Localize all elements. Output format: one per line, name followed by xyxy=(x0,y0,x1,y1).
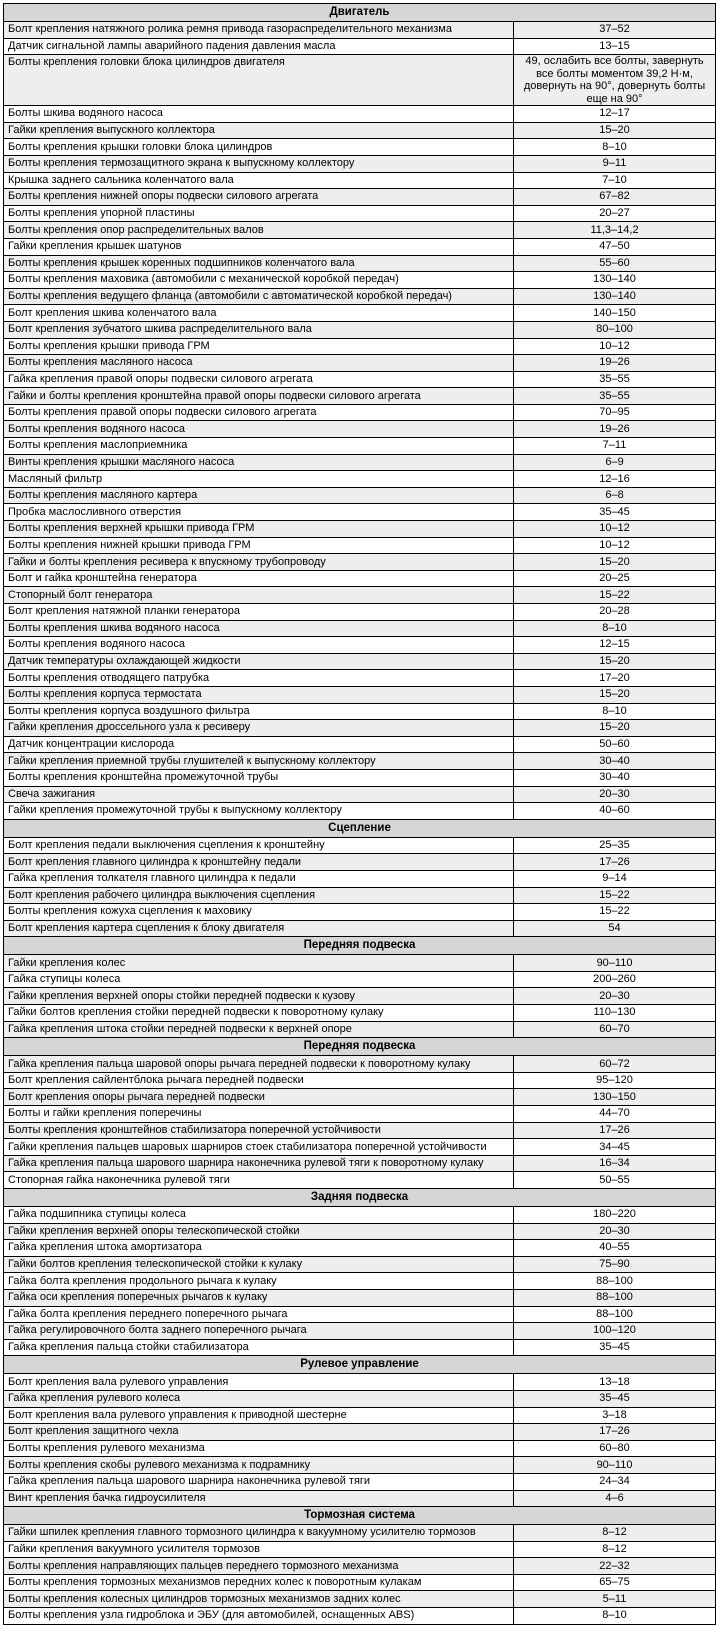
torque-value: 60–70 xyxy=(514,1021,716,1038)
table-row xyxy=(4,1558,716,1575)
torque-value: 60–72 xyxy=(514,1056,716,1073)
section-header-row xyxy=(4,4,716,22)
torque-value: 50–60 xyxy=(514,736,716,753)
fastener-name: Болты крепления корпуса воздушного фильтра xyxy=(4,703,514,720)
fastener-name: Болты крепления термозащитного экрана к выпускному коллектору xyxy=(4,155,514,172)
table-row xyxy=(4,1608,716,1625)
table-row xyxy=(4,504,716,521)
fastener-name: Гайки и болты крепления кронштейна правой опоры подвески силового агрегата xyxy=(4,388,514,405)
torque-value: 140–150 xyxy=(514,305,716,322)
table-row xyxy=(4,421,716,438)
torque-value: 12–17 xyxy=(514,106,716,123)
table-row xyxy=(4,1139,716,1156)
table-row xyxy=(4,1005,716,1022)
table-row xyxy=(4,404,716,421)
table-row xyxy=(4,1072,716,1089)
fastener-name: Свеча зажигания xyxy=(4,786,514,803)
torque-value: 30–40 xyxy=(514,753,716,770)
table-row xyxy=(4,1223,716,1240)
torque-value: 80–100 xyxy=(514,321,716,338)
table-row xyxy=(4,786,716,803)
torque-value: 95–120 xyxy=(514,1072,716,1089)
torque-value: 17–26 xyxy=(514,854,716,871)
table-row xyxy=(4,1541,716,1558)
torque-value: 6–8 xyxy=(514,487,716,504)
fastener-name: Датчик концентрации кислорода xyxy=(4,736,514,753)
fastener-name: Болт крепления рабочего цилиндра выключения сцепления xyxy=(4,887,514,904)
torque-value: 8–12 xyxy=(514,1541,716,1558)
fastener-name: Гайка крепления пальца шарового шарнира наконечника рулевой тяги к поворотному кулаку xyxy=(4,1155,514,1172)
torque-value: 130–150 xyxy=(514,1089,716,1106)
table-body xyxy=(4,4,716,1625)
fastener-name: Гайка регулировочного болта заднего поперечного рычага xyxy=(4,1323,514,1340)
table-row xyxy=(4,769,716,786)
fastener-name: Гайка крепления пальца шарового шарнира наконечника рулевой тяги xyxy=(4,1473,514,1490)
torque-value: 7–10 xyxy=(514,172,716,189)
torque-value: 88–100 xyxy=(514,1306,716,1323)
fastener-name: Масляный фильтр xyxy=(4,471,514,488)
fastener-name: Болт крепления сайлентблока рычага передней подвески xyxy=(4,1072,514,1089)
torque-value: 13–18 xyxy=(514,1374,716,1391)
fastener-name: Гайка крепления правой опоры подвески силового агрегата xyxy=(4,371,514,388)
fastener-name: Датчик температуры охлаждающей жидкости xyxy=(4,653,514,670)
fastener-name: Гайка болта крепления переднего поперечного рычага xyxy=(4,1306,514,1323)
fastener-name: Болты крепления маслоприемника xyxy=(4,438,514,455)
table-row xyxy=(4,139,716,156)
fastener-name: Болты крепления кожуха сцепления к маховику xyxy=(4,904,514,921)
torque-value: 12–15 xyxy=(514,637,716,654)
fastener-name: Гайка болта крепления продольного рычага к кулаку xyxy=(4,1273,514,1290)
fastener-name: Гайки болтов крепления стойки передней подвески к поворотному кулаку xyxy=(4,1005,514,1022)
table-row xyxy=(4,371,716,388)
table-row xyxy=(4,1339,716,1356)
torque-value: 17–20 xyxy=(514,670,716,687)
torque-value: 180–220 xyxy=(514,1207,716,1224)
table-row xyxy=(4,637,716,654)
fastener-name: Гайка крепления штока амортизатора xyxy=(4,1240,514,1257)
table-row xyxy=(4,1106,716,1123)
table-row xyxy=(4,955,716,972)
fastener-name: Гайки крепления вакуумного усилителя тормозов xyxy=(4,1541,514,1558)
torque-value: 11,3–14,2 xyxy=(514,222,716,239)
torque-value: 10–12 xyxy=(514,537,716,554)
fastener-name: Гайки крепления пальцев шаровых шарниров стоек стабилизатора поперечной устойчивости xyxy=(4,1139,514,1156)
table-row xyxy=(4,1424,716,1441)
torque-value: 37–52 xyxy=(514,22,716,39)
table-row xyxy=(4,686,716,703)
torque-value: 24–34 xyxy=(514,1473,716,1490)
table-row xyxy=(4,837,716,854)
table-row xyxy=(4,172,716,189)
torque-value: 40–55 xyxy=(514,1240,716,1257)
table-row xyxy=(4,1306,716,1323)
torque-value: 8–10 xyxy=(514,620,716,637)
fastener-name: Болты крепления головки блока цилиндров двигателя xyxy=(4,55,514,106)
table-row xyxy=(4,653,716,670)
table-row xyxy=(4,587,716,604)
torque-value: 55–60 xyxy=(514,255,716,272)
table-row xyxy=(4,1473,716,1490)
fastener-name: Гайки крепления верхней опоры телескопической стойки xyxy=(4,1223,514,1240)
torque-value: 9–14 xyxy=(514,870,716,887)
torque-value: 65–75 xyxy=(514,1574,716,1591)
fastener-name: Гайки крепления приемной трубы глушителей к выпускному коллектору xyxy=(4,753,514,770)
torque-value: 15–20 xyxy=(514,554,716,571)
fastener-name: Болты крепления масляного насоса xyxy=(4,355,514,372)
fastener-name: Болты крепления колесных цилиндров тормозных механизмов задних колес xyxy=(4,1591,514,1608)
fastener-name: Гайка крепления толкателя главного цилиндра к педали xyxy=(4,870,514,887)
table-row xyxy=(4,537,716,554)
torque-value: 90–110 xyxy=(514,955,716,972)
torque-value: 25–35 xyxy=(514,837,716,854)
fastener-name: Болты крепления корпуса термостата xyxy=(4,686,514,703)
fastener-name: Болт крепления картера сцепления к блоку двигателя xyxy=(4,920,514,937)
table-row xyxy=(4,887,716,904)
torque-value: 20–30 xyxy=(514,988,716,1005)
torque-value: 30–40 xyxy=(514,769,716,786)
fastener-name: Болты крепления нижней опоры подвески силового агрегата xyxy=(4,189,514,206)
torque-value: 44–70 xyxy=(514,1106,716,1123)
torque-value: 110–130 xyxy=(514,1005,716,1022)
table-row xyxy=(4,554,716,571)
section-header-row xyxy=(4,1507,716,1525)
fastener-name: Гайка крепления рулевого колеса xyxy=(4,1390,514,1407)
torque-value: 90–110 xyxy=(514,1457,716,1474)
fastener-name: Гайка подшипника ступицы колеса xyxy=(4,1207,514,1224)
torque-value: 20–28 xyxy=(514,604,716,621)
fastener-name: Болты крепления скобы рулевого механизма к подрамнику xyxy=(4,1457,514,1474)
fastener-name: Гайка крепления пальца стойки стабилизатора xyxy=(4,1339,514,1356)
fastener-name: Болты крепления нижней крышки привода ГРМ xyxy=(4,537,514,554)
table-row xyxy=(4,971,716,988)
torque-value: 130–140 xyxy=(514,288,716,305)
fastener-name: Болты крепления упорной пластины xyxy=(4,205,514,222)
torque-value: 8–10 xyxy=(514,139,716,156)
fastener-name: Болты крепления кронштейнов стабилизатора поперечной устойчивости xyxy=(4,1122,514,1139)
fastener-name: Болты крепления отводящего патрубка xyxy=(4,670,514,687)
fastener-name: Датчик сигнальной лампы аварийного падения давления масла xyxy=(4,38,514,55)
torque-value: 15–20 xyxy=(514,122,716,139)
table-row xyxy=(4,1122,716,1139)
torque-value: 17–26 xyxy=(514,1424,716,1441)
torque-value: 88–100 xyxy=(514,1273,716,1290)
fastener-name: Стопорная гайка наконечника рулевой тяги xyxy=(4,1172,514,1189)
torque-value: 22–32 xyxy=(514,1558,716,1575)
torque-value: 15–22 xyxy=(514,904,716,921)
torque-value: 35–45 xyxy=(514,1339,716,1356)
fastener-name: Болты и гайки крепления поперечины xyxy=(4,1106,514,1123)
torque-value: 67–82 xyxy=(514,189,716,206)
table-row xyxy=(4,205,716,222)
fastener-name: Стопорный болт генератора xyxy=(4,587,514,604)
torque-value: 20–30 xyxy=(514,1223,716,1240)
section-title: Двигатель xyxy=(4,4,716,22)
fastener-name: Гайка крепления штока стойки передней подвески к верхней опоре xyxy=(4,1021,514,1038)
section-title: Тормозная система xyxy=(4,1507,716,1525)
fastener-name: Болты шкива водяного насоса xyxy=(4,106,514,123)
fastener-name: Винт крепления бачка гидроусилителя xyxy=(4,1490,514,1507)
table-row xyxy=(4,988,716,1005)
table-row xyxy=(4,1525,716,1542)
torque-value: 54 xyxy=(514,920,716,937)
fastener-name: Гайки крепления дроссельного узла к ресиверу xyxy=(4,720,514,737)
table-row xyxy=(4,1207,716,1224)
fastener-name: Болты крепления опор распределительных валов xyxy=(4,222,514,239)
fastener-name: Болты крепления крышки привода ГРМ xyxy=(4,338,514,355)
table-row xyxy=(4,1374,716,1391)
table-row xyxy=(4,321,716,338)
torque-value: 8–10 xyxy=(514,1608,716,1625)
table-row xyxy=(4,620,716,637)
fastener-name: Болт крепления шкива коленчатого вала xyxy=(4,305,514,322)
fastener-name: Болт крепления защитного чехла xyxy=(4,1424,514,1441)
table-row xyxy=(4,1440,716,1457)
fastener-name: Болты крепления правой опоры подвески силового агрегата xyxy=(4,404,514,421)
section-header-row xyxy=(4,937,716,955)
torque-specification-table xyxy=(3,3,716,1625)
fastener-name: Болты крепления крышек коренных подшипников коленчатого вала xyxy=(4,255,514,272)
fastener-name: Болты крепления тормозных механизмов передних колес к поворотным кулакам xyxy=(4,1574,514,1591)
fastener-name: Болты крепления шкива водяного насоса xyxy=(4,620,514,637)
table-row xyxy=(4,1574,716,1591)
section-header-row xyxy=(4,1038,716,1056)
torque-value: 15–20 xyxy=(514,720,716,737)
fastener-name: Болт крепления главного цилиндра к кронштейну педали xyxy=(4,854,514,871)
table-row xyxy=(4,122,716,139)
section-title: Рулевое управление xyxy=(4,1356,716,1374)
fastener-name: Гайки болтов крепления телескопической стойки к кулаку xyxy=(4,1256,514,1273)
torque-value: 60–80 xyxy=(514,1440,716,1457)
fastener-name: Болт крепления педали выключения сцепления к кронштейну xyxy=(4,837,514,854)
torque-value: 47–50 xyxy=(514,238,716,255)
table-row xyxy=(4,521,716,538)
section-title: Задняя подвеска xyxy=(4,1189,716,1207)
table-row xyxy=(4,471,716,488)
fastener-name: Пробка маслосливного отверстия xyxy=(4,504,514,521)
table-row xyxy=(4,355,716,372)
table-row xyxy=(4,155,716,172)
table-row xyxy=(4,720,716,737)
torque-value: 15–22 xyxy=(514,587,716,604)
table-row xyxy=(4,703,716,720)
table-row xyxy=(4,1289,716,1306)
torque-value: 17–26 xyxy=(514,1122,716,1139)
table-row xyxy=(4,388,716,405)
fastener-name: Болты крепления кронштейна промежуточной трубы xyxy=(4,769,514,786)
table-row xyxy=(4,1323,716,1340)
table-row xyxy=(4,854,716,871)
table-row xyxy=(4,22,716,39)
table-row xyxy=(4,288,716,305)
fastener-name: Болты крепления узла гидроблока и ЭБУ (для автомобилей, оснащенных ABS) xyxy=(4,1608,514,1625)
fastener-name: Болт крепления натяжной планки генератора xyxy=(4,604,514,621)
fastener-name: Болт и гайка кронштейна генератора xyxy=(4,570,514,587)
torque-value: 35–45 xyxy=(514,504,716,521)
torque-value: 3–18 xyxy=(514,1407,716,1424)
fastener-name: Болты крепления маховика (автомобили с механической коробкой передач) xyxy=(4,272,514,289)
fastener-name: Болт крепления вала рулевого управления xyxy=(4,1374,514,1391)
table-row xyxy=(4,1407,716,1424)
torque-value: 70–95 xyxy=(514,404,716,421)
table-row xyxy=(4,1273,716,1290)
section-header-row xyxy=(4,1356,716,1374)
table-row xyxy=(4,570,716,587)
table-row xyxy=(4,670,716,687)
table-row xyxy=(4,255,716,272)
fastener-name: Болт крепления натяжного ролика ремня привода газораспределительного механизма xyxy=(4,22,514,39)
fastener-name: Гайка оси крепления поперечных рычагов к кулаку xyxy=(4,1289,514,1306)
table-row xyxy=(4,338,716,355)
section-title: Передняя подвеска xyxy=(4,1038,716,1056)
torque-value: 35–55 xyxy=(514,388,716,405)
torque-value: 6–9 xyxy=(514,454,716,471)
table-row xyxy=(4,736,716,753)
table-row xyxy=(4,904,716,921)
torque-value: 35–55 xyxy=(514,371,716,388)
torque-value: 20–25 xyxy=(514,570,716,587)
torque-value: 200–260 xyxy=(514,971,716,988)
table-row xyxy=(4,1490,716,1507)
table-row xyxy=(4,454,716,471)
table-row xyxy=(4,189,716,206)
fastener-name: Гайки и болты крепления ресивера к впускному трубопроводу xyxy=(4,554,514,571)
section-title: Сцепление xyxy=(4,819,716,837)
torque-value: 19–26 xyxy=(514,355,716,372)
fastener-name: Крышка заднего сальника коленчатого вала xyxy=(4,172,514,189)
table-row xyxy=(4,753,716,770)
torque-value: 10–12 xyxy=(514,338,716,355)
table-row xyxy=(4,1021,716,1038)
fastener-name: Болт крепления зубчатого шкива распределительного вала xyxy=(4,321,514,338)
table-row xyxy=(4,272,716,289)
fastener-name: Болты крепления ведущего фланца (автомобили с автоматической коробкой передач) xyxy=(4,288,514,305)
fastener-name: Гайки крепления промежуточной трубы к выпускному коллектору xyxy=(4,803,514,820)
table-row xyxy=(4,238,716,255)
torque-value: 9–11 xyxy=(514,155,716,172)
torque-value: 49, ослабить все болты, завернуть все болты моментом 39,2 Н·м, довернуть на 90°, довернуть болты еще на 90° xyxy=(514,55,716,106)
table-row xyxy=(4,1172,716,1189)
fastener-name: Гайка ступицы колеса xyxy=(4,971,514,988)
torque-value: 8–10 xyxy=(514,703,716,720)
fastener-name: Болты крепления масляного картера xyxy=(4,487,514,504)
torque-value: 19–26 xyxy=(514,421,716,438)
torque-value: 15–22 xyxy=(514,887,716,904)
torque-value: 15–20 xyxy=(514,686,716,703)
fastener-name: Болт крепления опоры рычага передней подвески xyxy=(4,1089,514,1106)
table-row xyxy=(4,438,716,455)
fastener-name: Гайки шпилек крепления главного тормозного цилиндра к вакуумному усилителю тормозов xyxy=(4,1525,514,1542)
torque-value: 12–16 xyxy=(514,471,716,488)
torque-value: 130–140 xyxy=(514,272,716,289)
table-row xyxy=(4,1089,716,1106)
table-row xyxy=(4,55,716,106)
torque-value: 100–120 xyxy=(514,1323,716,1340)
fastener-name: Болты крепления верхней крышки привода ГРМ xyxy=(4,521,514,538)
fastener-name: Гайки крепления колес xyxy=(4,955,514,972)
fastener-name: Болты крепления водяного насоса xyxy=(4,421,514,438)
torque-value: 10–12 xyxy=(514,521,716,538)
fastener-name: Болты крепления направляющих пальцев переднего тормозного механизма xyxy=(4,1558,514,1575)
table-row xyxy=(4,803,716,820)
section-title: Передняя подвеска xyxy=(4,937,716,955)
table-row xyxy=(4,1056,716,1073)
fastener-name: Гайки крепления верхней опоры стойки передней подвески к кузову xyxy=(4,988,514,1005)
table-row xyxy=(4,305,716,322)
torque-value: 15–20 xyxy=(514,653,716,670)
table-row xyxy=(4,1240,716,1257)
torque-value: 88–100 xyxy=(514,1289,716,1306)
torque-value: 13–15 xyxy=(514,38,716,55)
table-row xyxy=(4,1256,716,1273)
table-row xyxy=(4,222,716,239)
table-row xyxy=(4,1155,716,1172)
torque-value: 16–34 xyxy=(514,1155,716,1172)
torque-value: 40–60 xyxy=(514,803,716,820)
torque-value: 7–11 xyxy=(514,438,716,455)
torque-value: 34–45 xyxy=(514,1139,716,1156)
table-row xyxy=(4,487,716,504)
table-row xyxy=(4,920,716,937)
torque-value: 75–90 xyxy=(514,1256,716,1273)
table-row xyxy=(4,1591,716,1608)
fastener-name: Болты крепления рулевого механизма xyxy=(4,1440,514,1457)
fastener-name: Болт крепления вала рулевого управления к приводной шестерне xyxy=(4,1407,514,1424)
torque-value: 20–27 xyxy=(514,205,716,222)
torque-value: 8–12 xyxy=(514,1525,716,1542)
torque-value: 5–11 xyxy=(514,1591,716,1608)
fastener-name: Винты крепления крышки масляного насоса xyxy=(4,454,514,471)
fastener-name: Болты крепления крышки головки блока цилиндров xyxy=(4,139,514,156)
section-header-row xyxy=(4,1189,716,1207)
table-row xyxy=(4,1390,716,1407)
table-row xyxy=(4,106,716,123)
fastener-name: Гайки крепления крышек шатунов xyxy=(4,238,514,255)
table-row xyxy=(4,870,716,887)
section-header-row xyxy=(4,819,716,837)
table-row xyxy=(4,1457,716,1474)
torque-value: 50–55 xyxy=(514,1172,716,1189)
fastener-name: Болты крепления водяного насоса xyxy=(4,637,514,654)
torque-value: 4–6 xyxy=(514,1490,716,1507)
torque-value: 20–30 xyxy=(514,786,716,803)
table-row xyxy=(4,604,716,621)
torque-value: 35–45 xyxy=(514,1390,716,1407)
fastener-name: Гайки крепления выпускного коллектора xyxy=(4,122,514,139)
fastener-name: Гайка крепления пальца шаровой опоры рычага передней подвески к поворотному кулаку xyxy=(4,1056,514,1073)
table-row xyxy=(4,38,716,55)
